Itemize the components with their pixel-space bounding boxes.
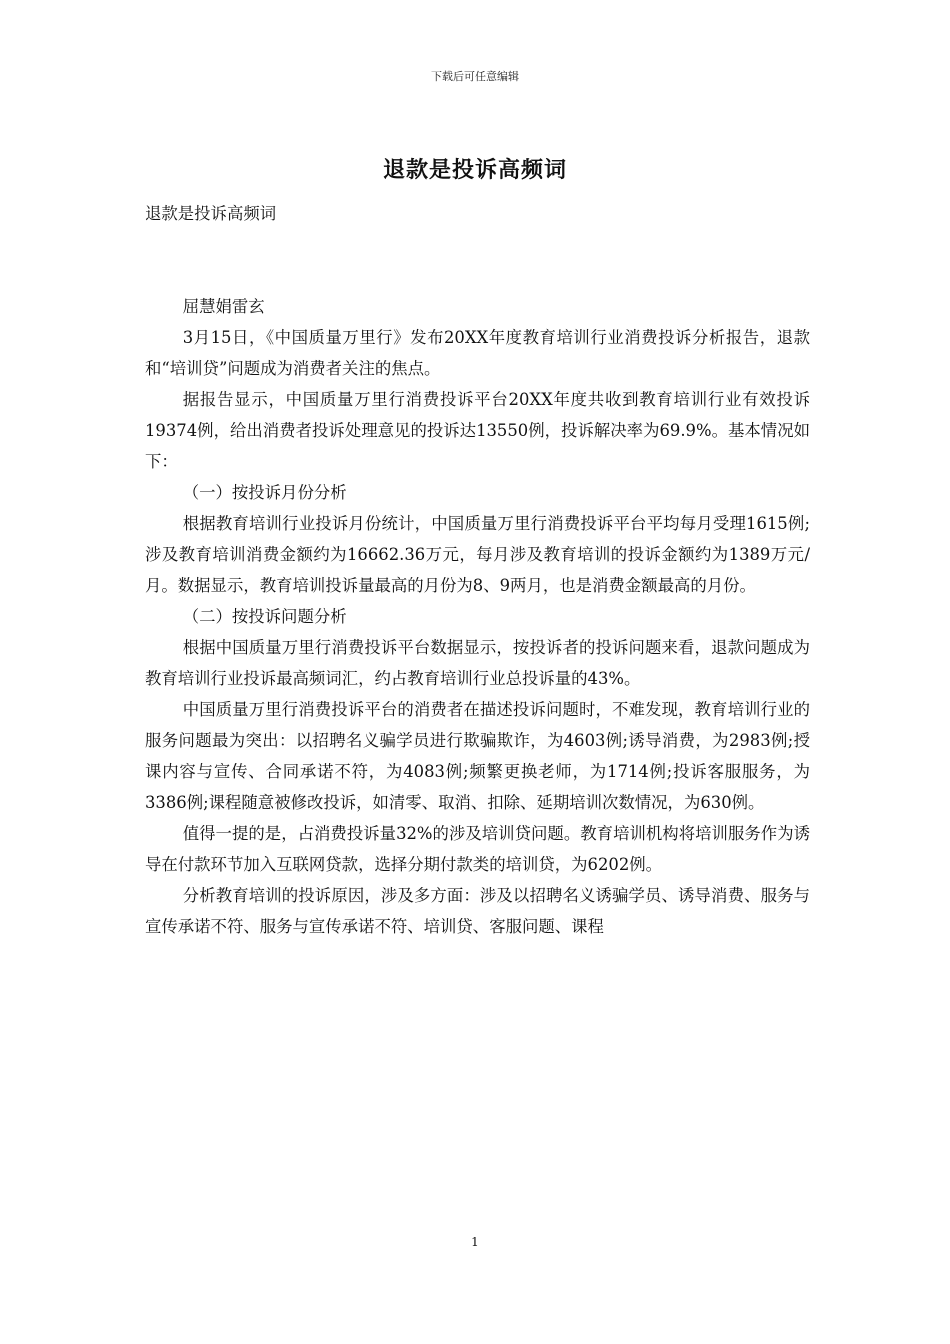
paragraph: 中国质量万里行消费投诉平台的消费者在描述投诉问题时，不难发现，教育培训行业的服务问题最为突出：以招聘名义骗学员进行欺骗欺诈，为4603例;诱导消费，为2983例;授课内容与宣传、合同承诺不符，为4083例;频繁更换老师，为1714例;投诉客服服务，为3386例;课程随意被修改投诉，如清零、取消、扣除、延期培训次数情况，为630例。 <box>145 700 810 812</box>
paragraph: 3月15日，《中国质量万里行》发布20XX年度教育培训行业消费投诉分析报告，退款和“培训贷”问题成为消费者关注的焦点。 <box>145 328 810 378</box>
paragraph: 分析教育培训的投诉原因，涉及多方面：涉及以招聘名义诱骗学员、诱导消费、服务与宣传承诺不符、服务与宣传承诺不符、培训贷、客服问题、课程 <box>145 886 810 936</box>
header-note: 下载后可任意编辑 <box>431 70 519 83</box>
document-subtitle: 退款是投诉高频词 <box>145 204 277 223</box>
section-heading: （一）按投诉月份分析 <box>182 483 347 502</box>
page-number: 1 <box>471 1235 479 1249</box>
section-heading: （二）按投诉问题分析 <box>182 607 347 626</box>
paragraph: 据报告显示，中国质量万里行消费投诉平台20XX年度共收到教育培训行业有效投诉19374例，给出消费者投诉处理意见的投诉达13550例，投诉解决率为69.9%。基本情况如下： <box>145 390 810 471</box>
document-title: 退款是投诉高频词 <box>382 157 567 183</box>
paragraph: 根据教育培训行业投诉月份统计，中国质量万里行消费投诉平台平均每月受理1615例;涉及教育培训消费金额约为16662.36万元，每月涉及教育培训的投诉金额约为1389万元/月。数据显示，教育培训投诉量最高的月份为8、9两月，也是消费金额最高的月份。 <box>145 514 810 595</box>
author-line: 屈慧娟雷玄 <box>182 297 265 316</box>
paragraph: 根据中国质量万里行消费投诉平台数据显示，按投诉者的投诉问题来看，退款问题成为教育培训行业投诉最高频词汇，约占教育培训行业总投诉量的43%。 <box>145 638 810 688</box>
blank-line <box>145 229 810 291</box>
document-body <box>145 198 810 942</box>
paragraph: 值得一提的是，占消费投诉量32%的涉及培训贷问题。教育培训机构将培训服务作为诱导在付款环节加入互联网贷款，选择分期付款类的培训贷，为6202例。 <box>145 824 810 874</box>
